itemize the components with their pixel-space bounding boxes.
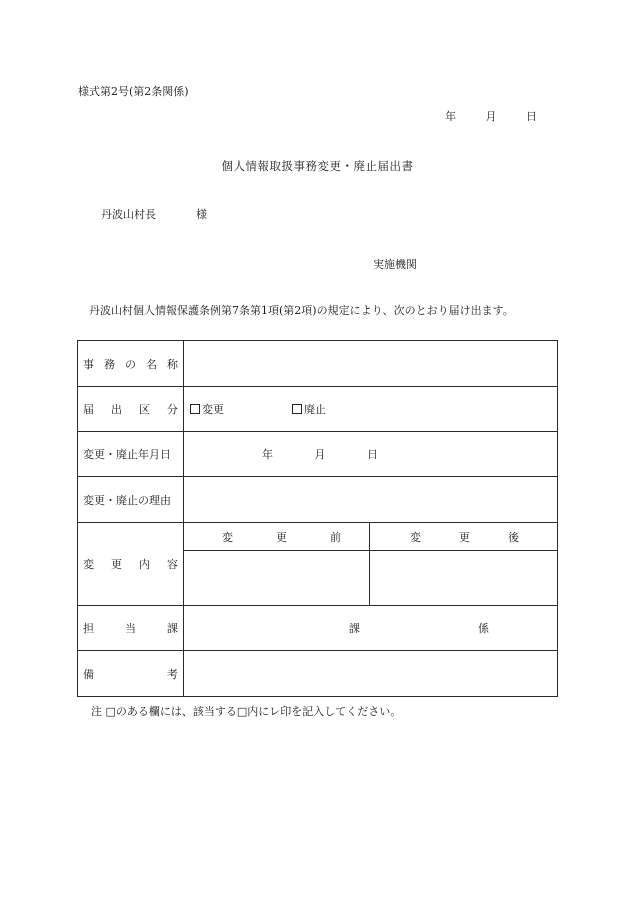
- header-char: 更: [459, 530, 470, 544]
- before-change-field[interactable]: [184, 551, 370, 606]
- implementer-label: 実施機関: [373, 258, 417, 271]
- date-day-label: 日: [526, 110, 537, 123]
- change-date-day-label: 日: [367, 448, 378, 461]
- label-char: 備: [83, 667, 94, 681]
- label-char: 課: [167, 622, 178, 635]
- table-row: [78, 477, 558, 523]
- label-char: の: [125, 357, 136, 371]
- intro-text: 丹波山村個人情報保護条例第7条第1項(第2項)の規定により、次のとおり届け出ます。: [89, 304, 514, 317]
- category-field: [184, 387, 558, 432]
- header-char: 更: [276, 530, 287, 544]
- remarks-field[interactable]: [184, 651, 558, 697]
- change-checkbox[interactable]: [190, 401, 224, 417]
- header-char: 変: [410, 530, 421, 544]
- label-char: 当: [125, 622, 136, 635]
- abolish-option-label: 廃止: [304, 403, 326, 416]
- abolish-checkbox[interactable]: [292, 401, 326, 417]
- table-row: [78, 432, 558, 477]
- table-row: [78, 341, 558, 387]
- change-date-year-label: 年: [262, 448, 273, 461]
- addressee: [101, 209, 207, 220]
- section-sub-label: 係: [478, 622, 489, 635]
- change-option-label: 変更: [202, 403, 224, 416]
- label-char: 出: [111, 403, 122, 416]
- reason-field[interactable]: [184, 477, 558, 523]
- label-char: 変: [83, 558, 94, 571]
- table-row: [78, 387, 558, 432]
- addressee-honorific: 様: [196, 208, 207, 221]
- row-label-section: [78, 606, 184, 651]
- section-unit-label: 課: [349, 622, 360, 635]
- label-char: 名: [146, 357, 157, 371]
- row-label-reason: 変更・廃止の理由: [78, 477, 184, 523]
- office-name-field[interactable]: [184, 341, 558, 387]
- table-row: [78, 523, 558, 551]
- after-change-header: [370, 523, 558, 551]
- row-label-change-date: 変更・廃止年月日: [78, 432, 184, 477]
- row-label-remarks: [78, 651, 184, 697]
- row-label-change-content: [78, 523, 184, 606]
- document-title: 個人情報取扱事務変更・廃止届出書: [221, 159, 414, 173]
- label-char: 容: [167, 558, 178, 571]
- row-label-office-name: [78, 341, 184, 387]
- label-char: 事: [83, 357, 94, 371]
- row-label-category: [78, 387, 184, 432]
- label-char: 考: [167, 667, 178, 681]
- footnote: 注 □のある欄には、該当する□内にレ印を記入してください。: [91, 705, 402, 718]
- label-char: 更: [111, 558, 122, 571]
- date-year-label: 年: [445, 110, 456, 123]
- table-row: [78, 606, 558, 651]
- after-change-field[interactable]: [370, 551, 558, 606]
- form-code: 様式第2号(第2条関係): [78, 85, 189, 98]
- header-char: 後: [508, 530, 519, 544]
- label-char: 称: [167, 357, 178, 371]
- label-char: 届: [83, 403, 94, 416]
- label-char: 務: [104, 357, 115, 371]
- change-date-field[interactable]: [184, 432, 558, 477]
- header-char: 前: [330, 530, 341, 544]
- label-char: 区: [139, 403, 150, 416]
- table-row: [78, 651, 558, 697]
- date-month-label: 月: [485, 110, 497, 123]
- submission-date: [445, 111, 537, 122]
- addressee-name: 丹波山村長: [101, 208, 156, 221]
- header-char: 変: [222, 530, 233, 544]
- label-char: 内: [139, 558, 150, 571]
- before-change-header: [184, 523, 370, 551]
- label-char: 分: [167, 403, 178, 416]
- notification-table: [77, 340, 558, 697]
- section-field[interactable]: [184, 606, 558, 651]
- change-date-month-label: 月: [314, 448, 326, 461]
- label-char: 担: [83, 622, 94, 635]
- checkbox-box[interactable]: [190, 404, 200, 414]
- checkbox-box[interactable]: [292, 404, 302, 414]
